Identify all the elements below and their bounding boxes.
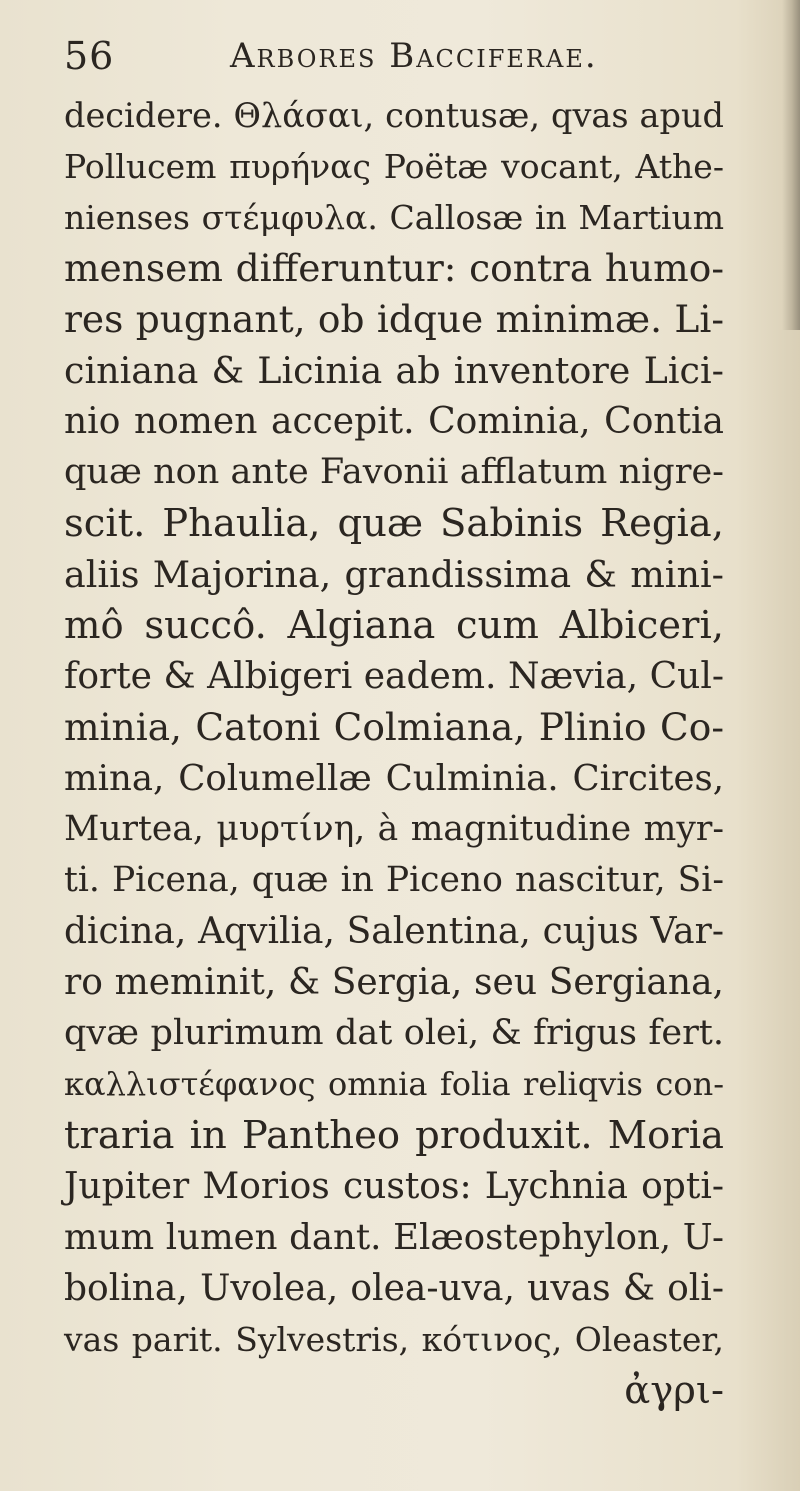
catchword — [64, 1365, 724, 1416]
page-edge-shadow — [782, 0, 800, 330]
text-line: Jupiter Morios custos: Lychnia opti- — [64, 1166, 724, 1207]
text-line: mum lumen dant. Elæostephylon, U- — [64, 1217, 724, 1258]
text-line: bolina, Uvolea, olea-uva, uvas & oli- — [64, 1268, 724, 1309]
text-line: minia, Catoni Colmiana, Plinio Co- — [64, 705, 724, 749]
text-line: forte & Albigeri eadem. Nævia, Cul- — [64, 656, 724, 697]
text-line: ti. Picena, quæ in Piceno nascitur, Si- — [64, 860, 724, 900]
text-line: res pugnant, ob idque minimæ. Li- — [64, 297, 724, 341]
running-title: Arbores Bacciferae. — [230, 36, 598, 76]
body-text — [64, 90, 724, 1416]
text-line: aliis Majorina, grandissima & mini- — [64, 553, 724, 596]
text-line: decidere. Θλάσαι, contusæ, qvas apud — [64, 96, 724, 135]
text-line: qvæ plurimum dat olei, & frigus fert. — [64, 1013, 724, 1053]
text-line: Pollucem πυρήνας Poëtæ vocant, Athe- — [64, 147, 724, 186]
text-line: Murtea, μυρτίνη, à magnitudine myr- — [64, 809, 724, 849]
text-line: mensem differuntur: contra humo- — [64, 246, 724, 290]
page-header — [64, 28, 704, 88]
text-line: ro meminit, & Sergia, seu Sergiana, — [64, 962, 724, 1003]
text-line: dicina, Aqvilia, Salentina, cujus Var- — [64, 911, 724, 952]
text-line: traria in Pantheo produxit. Moria — [64, 1113, 724, 1158]
text-line: quæ non ante Favonii afflatum nigre- — [64, 452, 724, 492]
text-line: nio nomen accepit. Cominia, Contia — [64, 401, 724, 442]
text-line: καλλιστέφανος omnia folia reliqvis con- — [64, 1065, 724, 1103]
catchword-text: ἀγρι- — [624, 1368, 724, 1413]
text-line: scit. Phaulia, quæ Sabinis Regia, — [64, 501, 724, 546]
page-number: 56 — [64, 34, 115, 78]
text-line: vas parit. Sylvestris, κότινος, Oleaster, — [64, 1320, 724, 1359]
text-line: nienses στέμφυλα. Callosæ in Martium — [64, 198, 724, 237]
text-line: ciniana & Licinia ab inventore Lici- — [64, 349, 724, 392]
text-line: mô succô. Algiana cum Albiceri, — [64, 603, 724, 648]
text-line: mina, Columellæ Culminia. Circites, — [64, 758, 724, 799]
